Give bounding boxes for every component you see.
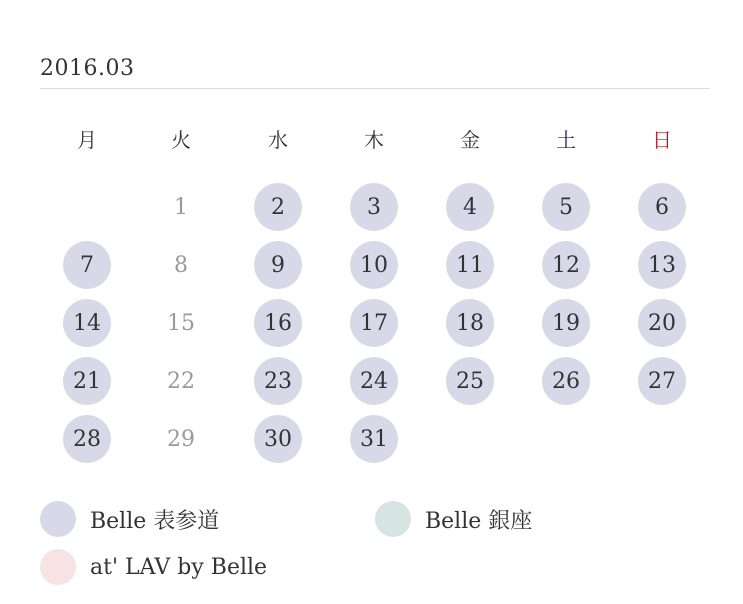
weekday-fri: 金 <box>460 128 480 152</box>
legend-item-lav <box>40 549 267 585</box>
legend-label-ginza: Belle 銀座 <box>425 508 533 534</box>
day-cell-12[interactable]: 12 <box>542 241 590 289</box>
day-cell-18[interactable]: 18 <box>446 299 494 347</box>
day-cell-31[interactable]: 31 <box>350 415 398 463</box>
day-cell-28[interactable]: 28 <box>63 415 111 463</box>
weekday-sun: 日 <box>652 128 672 152</box>
day-cell-24[interactable]: 24 <box>350 357 398 405</box>
legend-item-omotesando <box>40 501 219 537</box>
day-cell-13[interactable]: 13 <box>638 241 686 289</box>
legend-dot-omotesando <box>40 501 76 537</box>
weekday-mon: 月 <box>77 128 97 152</box>
day-cell-27[interactable]: 27 <box>638 357 686 405</box>
day-cell-20[interactable]: 20 <box>638 299 686 347</box>
day-cell-4[interactable]: 4 <box>446 183 494 231</box>
day-cell-9[interactable]: 9 <box>254 241 302 289</box>
day-cell-16[interactable]: 16 <box>254 299 302 347</box>
day-cell-26[interactable]: 26 <box>542 357 590 405</box>
legend-label-omotesando: Belle 表参道 <box>90 508 220 534</box>
day-cell-10[interactable]: 10 <box>350 241 398 289</box>
legend-dot-lav <box>40 549 76 585</box>
day-cell-21[interactable]: 21 <box>63 357 111 405</box>
weekday-thu: 木 <box>364 128 384 152</box>
weekday-sat: 土 <box>556 128 576 152</box>
day-cell-30[interactable]: 30 <box>254 415 302 463</box>
day-cell-3[interactable]: 3 <box>350 183 398 231</box>
day-cell-7[interactable]: 7 <box>63 241 111 289</box>
day-cell-8: 8 <box>174 252 188 278</box>
day-cell-17[interactable]: 17 <box>350 299 398 347</box>
day-cell-19[interactable]: 19 <box>542 299 590 347</box>
day-cell-6[interactable]: 6 <box>638 183 686 231</box>
month-title: 2016.03 <box>40 56 135 81</box>
legend-item-ginza <box>375 501 532 537</box>
weekday-tue: 火 <box>171 128 191 152</box>
day-cell-29: 29 <box>167 426 195 452</box>
divider <box>40 88 710 89</box>
day-cell-22: 22 <box>167 368 195 394</box>
day-cell-23[interactable]: 23 <box>254 357 302 405</box>
day-cell-14[interactable]: 14 <box>63 299 111 347</box>
day-cell-11[interactable]: 11 <box>446 241 494 289</box>
day-cell-25[interactable]: 25 <box>446 357 494 405</box>
day-cell-2[interactable]: 2 <box>254 183 302 231</box>
day-cell-5[interactable]: 5 <box>542 183 590 231</box>
legend-label-lav: at' LAV by Belle <box>90 554 268 580</box>
weekday-wed: 水 <box>268 128 288 152</box>
day-cell-15: 15 <box>167 310 195 336</box>
day-cell-1: 1 <box>174 194 188 220</box>
legend-dot-ginza <box>375 501 411 537</box>
